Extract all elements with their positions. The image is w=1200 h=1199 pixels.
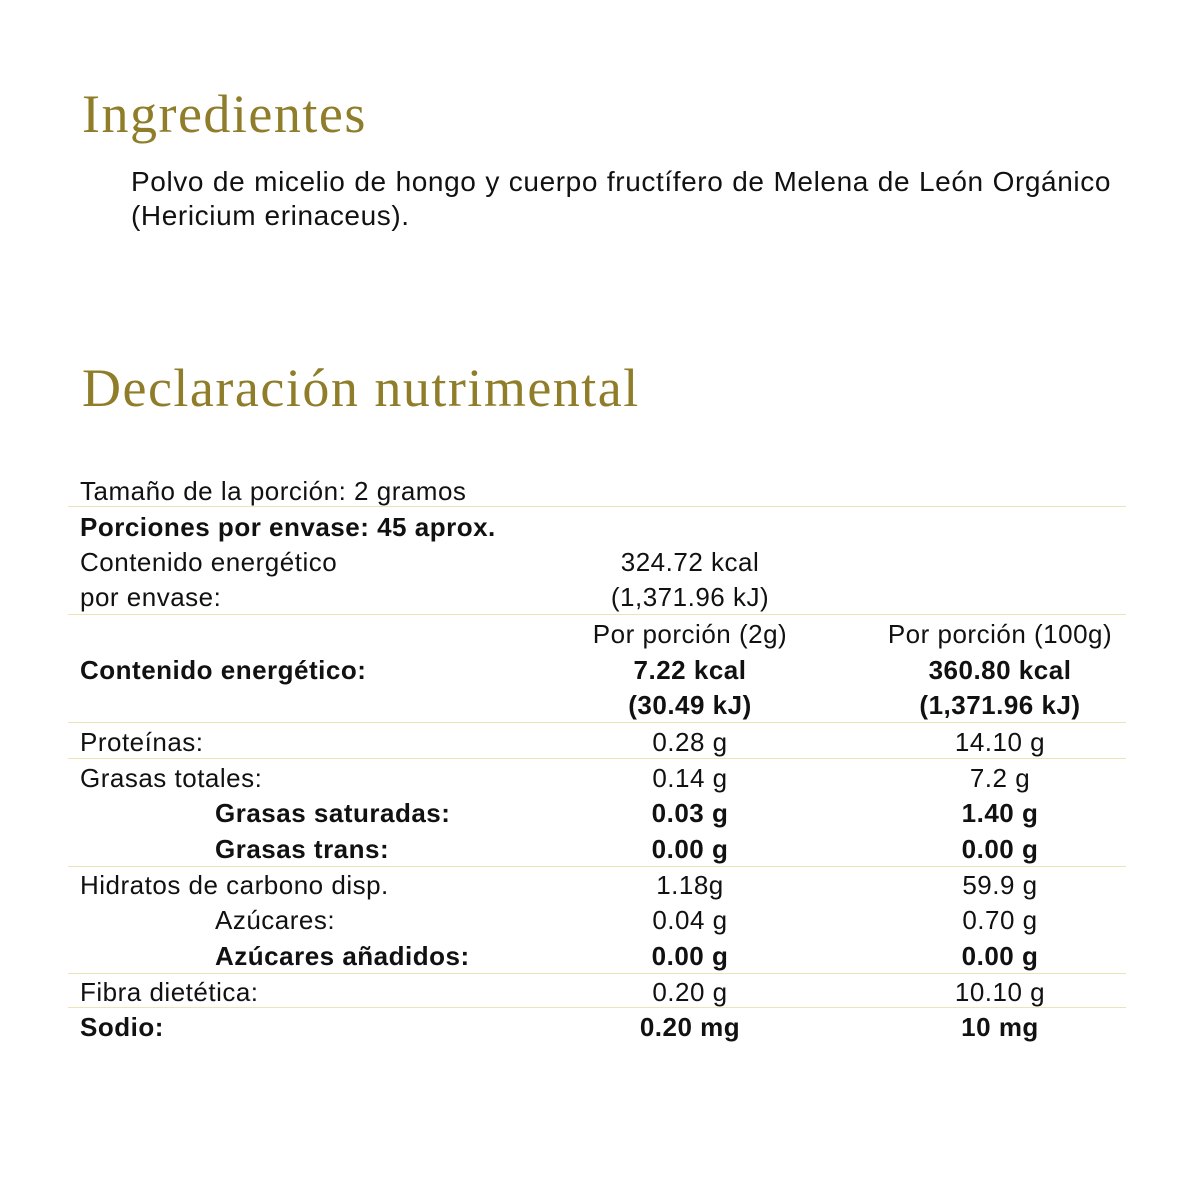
energy-label: Contenido energético:	[80, 655, 367, 685]
nutrient-serving: 0.00 g	[651, 941, 729, 971]
nutrient-label: Hidratos de carbono disp.	[80, 870, 389, 900]
energy-per-container-kcal: 324.72 kcal	[620, 547, 760, 577]
nutrient-per100: 0.00 g	[961, 834, 1039, 864]
nutrition-title: Declaración nutrimental	[82, 358, 640, 418]
nutrient-serving: 0.20 g	[652, 977, 728, 1007]
ingredients-title: Ingredientes	[82, 84, 367, 144]
nutrient-per100: 14.10 g	[954, 727, 1046, 757]
energy-per-container-label: Contenido energético	[80, 547, 338, 577]
column-header-per-serving: Por porción (2g)	[592, 619, 788, 649]
nutrient-per100: 1.40 g	[961, 798, 1039, 828]
serving-size: Tamaño de la porción: 2 gramos	[80, 476, 467, 506]
nutrient-serving: 0.04 g	[652, 905, 728, 935]
nutrient-label: Fibra dietética:	[80, 977, 259, 1007]
nutrient-label: Azúcares añadidos:	[215, 941, 470, 971]
divider	[68, 866, 1126, 867]
divider	[68, 758, 1126, 759]
nutrient-per100: 0.70 g	[962, 905, 1038, 935]
nutrient-per100: 7.2 g	[969, 763, 1031, 793]
divider	[68, 722, 1126, 723]
energy-per-container-kj: (1,371.96 kJ)	[610, 582, 770, 612]
nutrient-label: Grasas trans:	[215, 834, 390, 864]
divider	[68, 506, 1126, 507]
energy-per100-kcal: 360.80 kcal	[928, 655, 1072, 685]
energy-serving-kcal: 7.22 kcal	[633, 655, 747, 685]
nutrient-serving: 1.18g	[656, 870, 724, 900]
nutrient-per100: 0.00 g	[961, 941, 1039, 971]
divider	[68, 973, 1126, 974]
nutrient-label: Proteínas:	[80, 727, 204, 757]
energy-per100-kj: (1,371.96 kJ)	[919, 690, 1081, 720]
divider	[68, 1007, 1126, 1008]
energy-serving-kj: (30.49 kJ)	[628, 690, 752, 720]
nutrient-per100: 10.10 g	[954, 977, 1046, 1007]
nutrient-label: Grasas totales:	[80, 763, 263, 793]
nutrient-label: Sodio:	[80, 1012, 164, 1042]
energy-per-container-label-2: por envase:	[80, 582, 222, 612]
divider	[68, 614, 1126, 615]
nutrient-serving: 0.20 mg	[639, 1012, 741, 1042]
servings-per-container: Porciones por envase: 45 aprox.	[80, 512, 496, 542]
nutrient-label: Grasas saturadas:	[215, 798, 451, 828]
nutrient-serving: 0.14 g	[652, 763, 728, 793]
ingredients-text: Polvo de micelio de hongo y cuerpo fructífero de Melena de León Orgánico (Hericium erinaceus).	[131, 166, 1111, 231]
nutrient-label: Azúcares:	[215, 905, 336, 935]
nutrient-serving: 0.28 g	[652, 727, 728, 757]
column-header-per-100g: Por porción (100g)	[887, 619, 1113, 649]
nutrient-per100: 10 mg	[961, 1012, 1039, 1042]
nutrient-per100: 59.9 g	[962, 870, 1038, 900]
nutrient-serving: 0.00 g	[651, 834, 729, 864]
nutrient-serving: 0.03 g	[651, 798, 729, 828]
